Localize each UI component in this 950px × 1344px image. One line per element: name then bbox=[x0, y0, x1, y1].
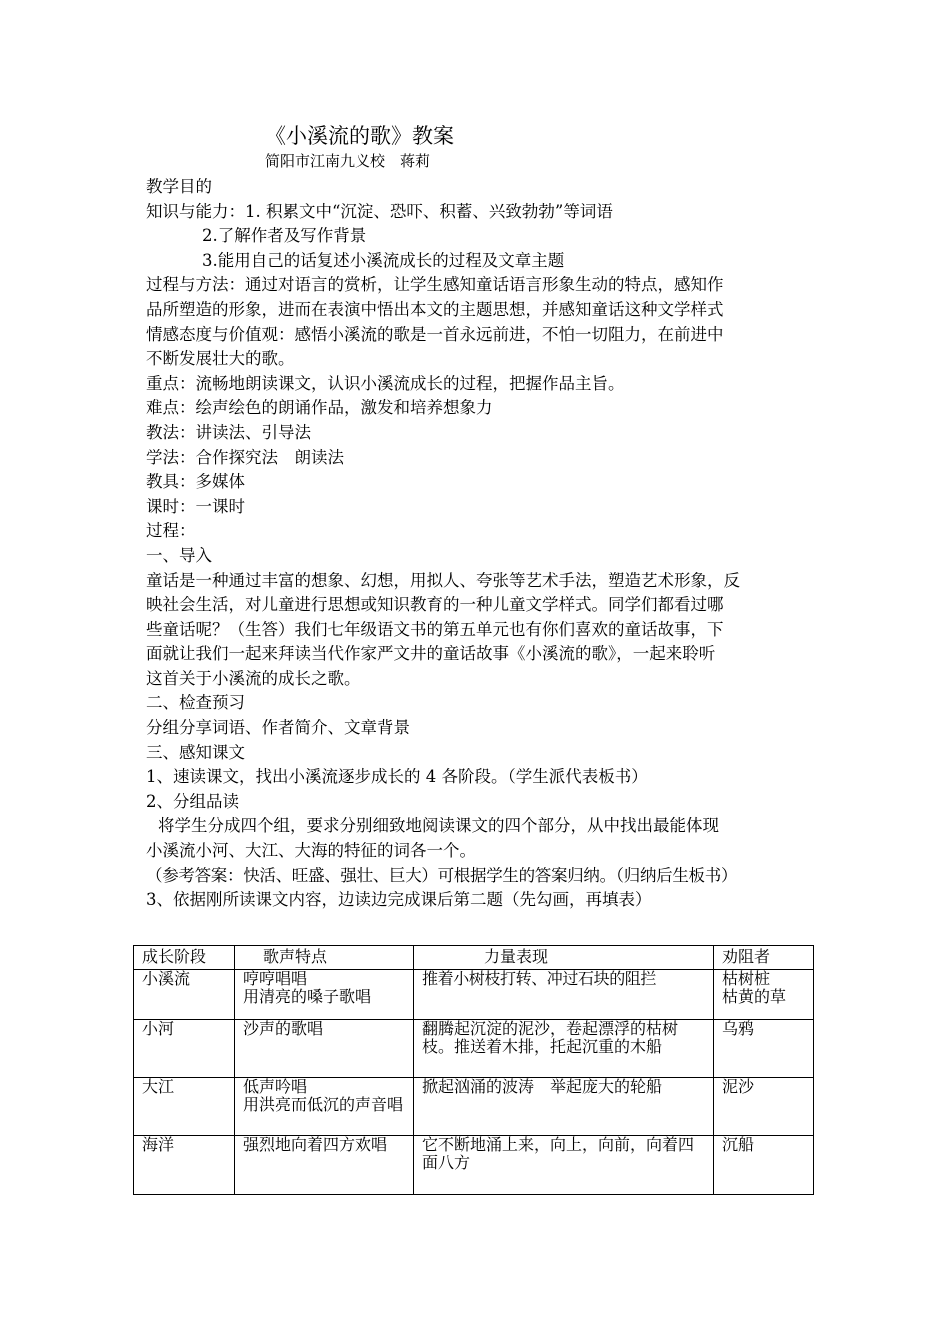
document-author: 简阳市江南九义校 蒋莉 bbox=[265, 152, 431, 170]
paragraph-line: 教法：讲读法、引导法 bbox=[146, 422, 311, 442]
table-header-cell: 成长阶段 bbox=[134, 946, 235, 970]
document-body bbox=[146, 175, 810, 913]
table-cell: 推着小树枝打转、冲过石块的阻拦 bbox=[414, 970, 714, 1020]
table-row bbox=[134, 1020, 814, 1078]
paragraph-line: 将学生分成四个组，要求分别细致地阅读课文的四个部分，从中找出最能体现 bbox=[158, 816, 719, 836]
paragraph-line: 映社会生活，对儿童进行思想或知识教育的一种儿童文学样式。同学们都看过哪 bbox=[146, 595, 724, 615]
table-cell: 沉船 bbox=[714, 1136, 814, 1195]
table-cell: 强烈地向着四方欢唱 bbox=[235, 1136, 414, 1195]
table-cell: 海洋 bbox=[134, 1136, 235, 1195]
paragraph-line: 重点：流畅地朗读课文，认识小溪流成长的过程，把握作品主旨。 bbox=[146, 373, 625, 393]
table-header-cell: 力量表现 bbox=[414, 946, 714, 970]
paragraph-line: 品所塑造的形象，进而在表演中悟出本文的主题思想，并感知童话这种文学样式 bbox=[146, 299, 724, 319]
table-cell: 沙声的歌唱 bbox=[235, 1020, 414, 1078]
table-row bbox=[134, 970, 814, 1020]
paragraph-line: 面就让我们一起来拜读当代作家严文井的童话故事《小溪流的歌》，一起来聆听 bbox=[146, 644, 716, 664]
paragraph-line: 这首关于小溪流的成长之歌。 bbox=[146, 668, 361, 688]
paragraph-line: 情感态度与价值观：感悟小溪流的歌是一首永远前进，不怕一切阻力，在前进中 bbox=[146, 324, 724, 344]
paragraph-line: 童话是一种通过丰富的想象、幻想，用拟人、夸张等艺术手法，塑造艺术形象，反 bbox=[146, 570, 740, 590]
paragraph-line: 过程与方法：通过对语言的赏析，让学生感知童话语言形象生动的特点，感知作 bbox=[146, 275, 724, 295]
paragraph-line: 知识与能力：1. 积累文中“沉淀、恐吓、积蓄、兴致勃勃”等词语 bbox=[146, 201, 613, 221]
table-cell: 低声吟唱 用洪亮而低沉的声音唱 bbox=[235, 1078, 414, 1136]
paragraph-line: 2.了解作者及写作背景 bbox=[202, 226, 367, 246]
paragraph-line: 1、速读课文，找出小溪流逐步成长的 4 各阶段。（学生派代表板书） bbox=[146, 767, 648, 787]
table-cell: 翻腾起沉淀的泥沙，卷起漂浮的枯树枝。推送着木排，托起沉重的木船 bbox=[414, 1020, 714, 1078]
table-header-cell: 歌声特点 bbox=[235, 946, 414, 970]
paragraph-line: 不断发展壮大的歌。 bbox=[146, 349, 295, 369]
table-cell: 大江 bbox=[134, 1078, 235, 1136]
growth-stage-table bbox=[133, 945, 814, 1195]
paragraph-line: （参考答案：快活、旺盛、强壮、巨大）可根据学生的答案归纳。（归纳后生板书） bbox=[146, 865, 738, 885]
table-header-cell: 劝阻者 bbox=[714, 946, 814, 970]
paragraph-line: 3.能用自己的话复述小溪流成长的过程及文章主题 bbox=[202, 250, 565, 270]
section-heading: 一、导入 bbox=[146, 545, 212, 565]
table-cell: 枯树桩 枯黄的草 bbox=[714, 970, 814, 1020]
paragraph-line: 难点：绘声绘色的朗诵作品，激发和培养想象力 bbox=[146, 398, 493, 418]
paragraph-line: 小溪流小河、大江、大海的特征的词各一个。 bbox=[146, 841, 476, 861]
table-row bbox=[134, 1078, 814, 1136]
paragraph-line: 3、依据刚所读课文内容，边读边完成课后第二题（先勾画，再填表） bbox=[146, 890, 652, 910]
paragraph-line: 教具：多媒体 bbox=[146, 472, 245, 492]
table-header-row bbox=[134, 946, 814, 970]
table-cell: 掀起汹涌的波涛 举起庞大的轮船 bbox=[414, 1078, 714, 1136]
section-heading: 三、感知课文 bbox=[146, 742, 245, 762]
paragraph-line: 学法：合作探究法 朗读法 bbox=[146, 447, 344, 467]
table-row bbox=[134, 1136, 814, 1195]
document-title: 《小溪流的歌》教案 bbox=[265, 124, 454, 148]
section-heading: 教学目的 bbox=[146, 177, 212, 196]
table-cell: 哼哼唱唱 用清亮的嗓子歌唱 bbox=[235, 970, 414, 1020]
table-cell: 它不断地涌上来，向上，向前，向着四面八方 bbox=[414, 1136, 714, 1195]
table-cell: 小溪流 bbox=[134, 970, 235, 1020]
paragraph-line: 些童话呢？（生答）我们七年级语文书的第五单元也有你们喜欢的童话故事，下 bbox=[146, 619, 724, 639]
table-cell: 乌鸦 bbox=[714, 1020, 814, 1078]
paragraph-line: 2、分组品读 bbox=[146, 791, 239, 811]
table-cell: 小河 bbox=[134, 1020, 235, 1078]
paragraph-line: 课时：一课时 bbox=[146, 496, 245, 516]
section-heading: 过程： bbox=[146, 521, 196, 541]
section-heading: 二、检查预习 bbox=[146, 693, 245, 713]
paragraph-line: 分组分享词语、作者简介、文章背景 bbox=[146, 718, 410, 738]
table-cell: 泥沙 bbox=[714, 1078, 814, 1136]
